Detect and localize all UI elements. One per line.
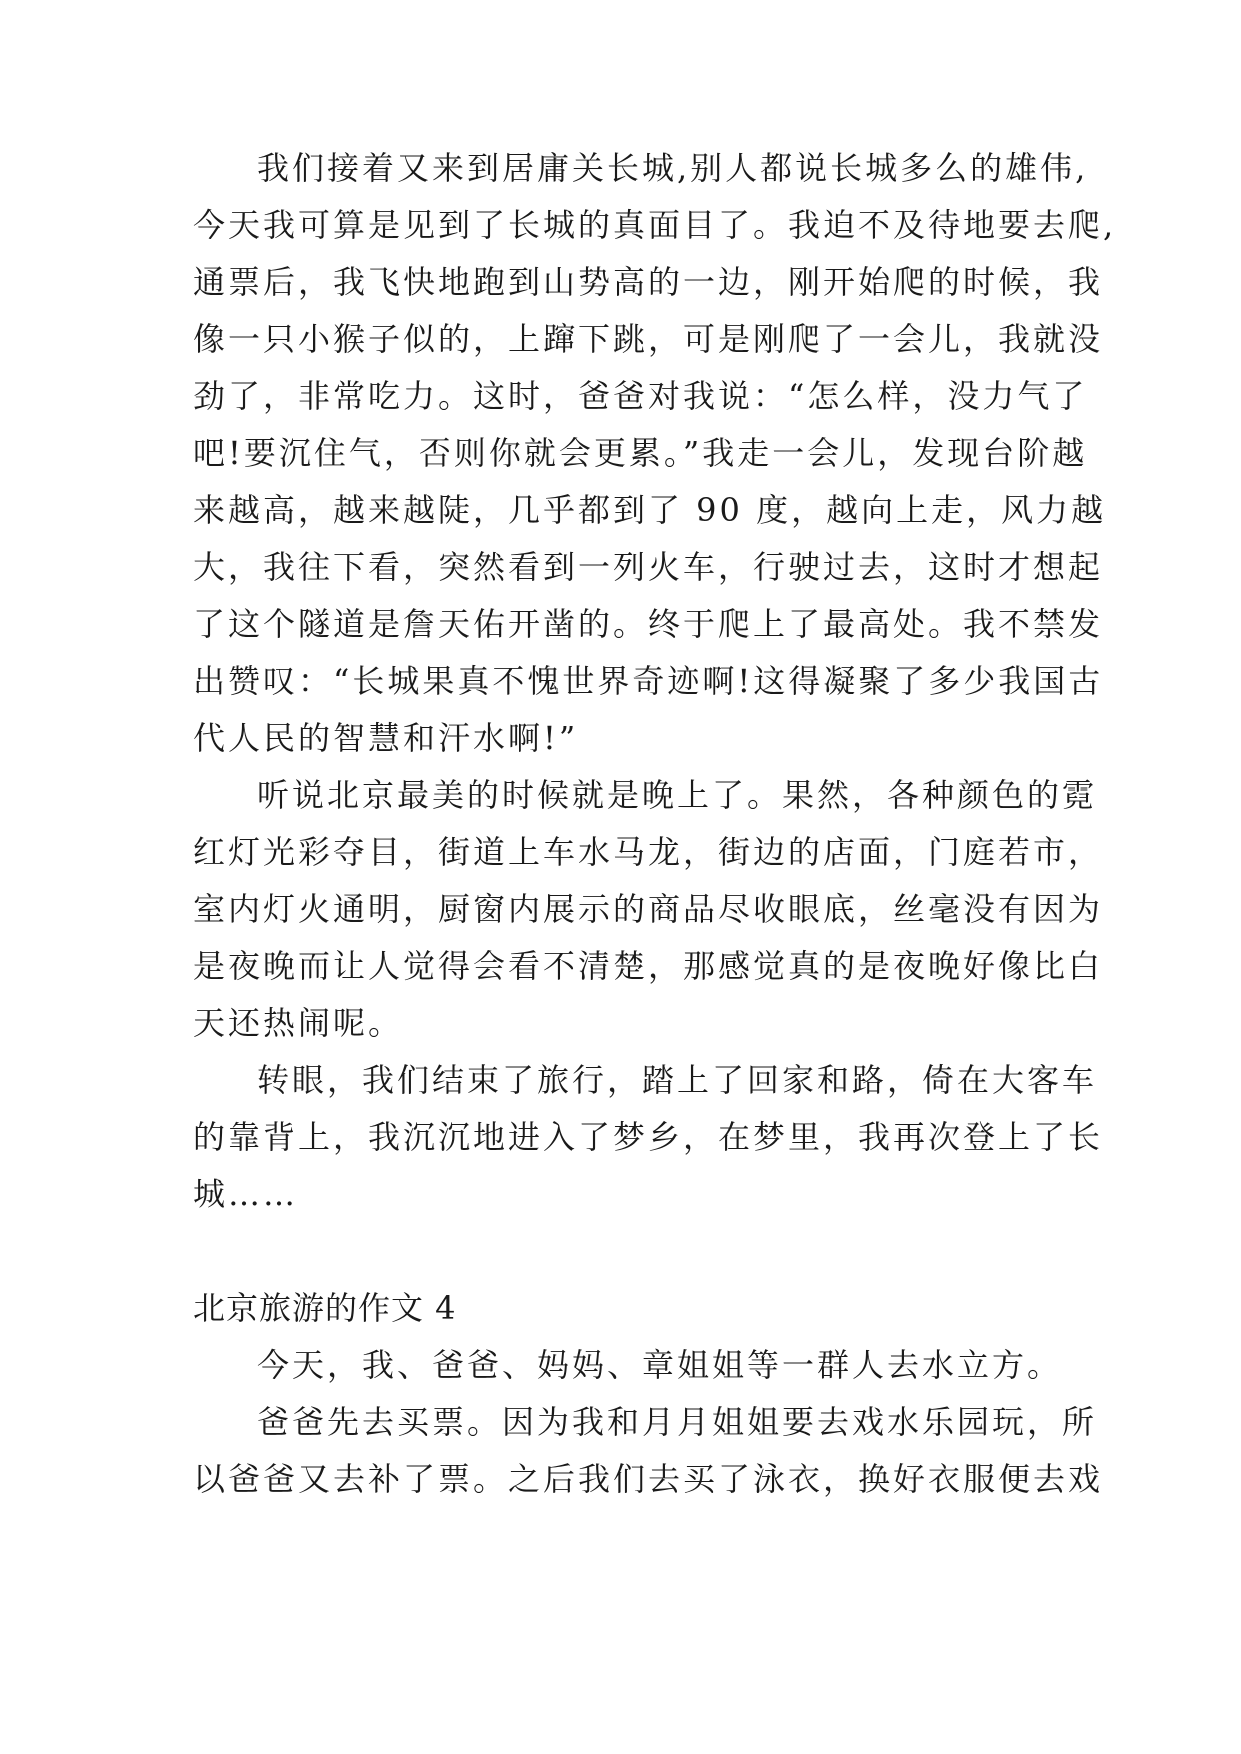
paragraph-line: 爸爸先去买票。因为我和月月姐姐要去戏水乐园玩，所	[257, 1403, 1098, 1441]
paragraph-line: 转眼，我们结束了旅行，踏上了回家和路，倚在大客车	[257, 1061, 1098, 1099]
section-heading: 北京旅游的作文 4	[193, 1289, 457, 1327]
paragraph-line: 了这个隧道是詹天佑开凿的。终于爬上了最高处。我不禁发	[193, 605, 1104, 643]
paragraph-line: 的靠背上，我沉沉地进入了梦乡，在梦里，我再次登上了长	[193, 1118, 1104, 1156]
paragraph-line: 大，我往下看，突然看到一列火车，行驶过去，这时才想起	[193, 548, 1104, 586]
paragraph-line: 吧!要沉住气，否则你就会更累。”我走一会儿，发现台阶越	[193, 434, 1088, 472]
paragraph-line: 红灯光彩夺目，街道上车水马龙，街边的店面，门庭若市，	[193, 833, 1104, 871]
paragraph-line: 像一只小猴子似的，上蹿下跳，可是刚爬了一会儿，我就没	[193, 320, 1104, 358]
paragraph-line: 劲了，非常吃力。这时，爸爸对我说：“怎么样，没力气了	[193, 377, 1088, 415]
paragraph-line: 天还热闹呢。	[193, 1004, 404, 1042]
paragraph-line: 出赞叹：“长城果真不愧世界奇迹啊!这得凝聚了多少我国古	[193, 662, 1104, 700]
paragraph-line: 来越高，越来越陡，几乎都到了 90 度，越向上走，风力越	[193, 491, 1107, 529]
paragraph-line: 通票后，我飞快地跑到山势高的一边，刚开始爬的时候，我	[193, 263, 1104, 301]
paragraph-line: 今天，我、爸爸、妈妈、章姐姐等一群人去水立方。	[257, 1346, 1063, 1384]
paragraph-line: 以爸爸又去补了票。之后我们去买了泳衣，换好衣服便去戏	[193, 1460, 1104, 1498]
paragraph-line: 是夜晚而让人觉得会看不清楚，那感觉真的是夜晚好像比白	[193, 947, 1104, 985]
paragraph-line: 听说北京最美的时候就是晚上了。果然，各种颜色的霓	[257, 776, 1098, 814]
paragraph-line: 今天我可算是见到了长城的真面目了。我迫不及待地要去爬,	[193, 206, 1117, 244]
paragraph-line: 我们接着又来到居庸关长城,别人都说长城多么的雄伟,	[257, 149, 1089, 187]
paragraph-line: 室内灯火通明，厨窗内展示的商品尽收眼底，丝毫没有因为	[193, 890, 1104, 928]
paragraph-line: 代人民的智慧和汗水啊!”	[193, 719, 579, 757]
paragraph-line: 城……	[193, 1175, 299, 1213]
